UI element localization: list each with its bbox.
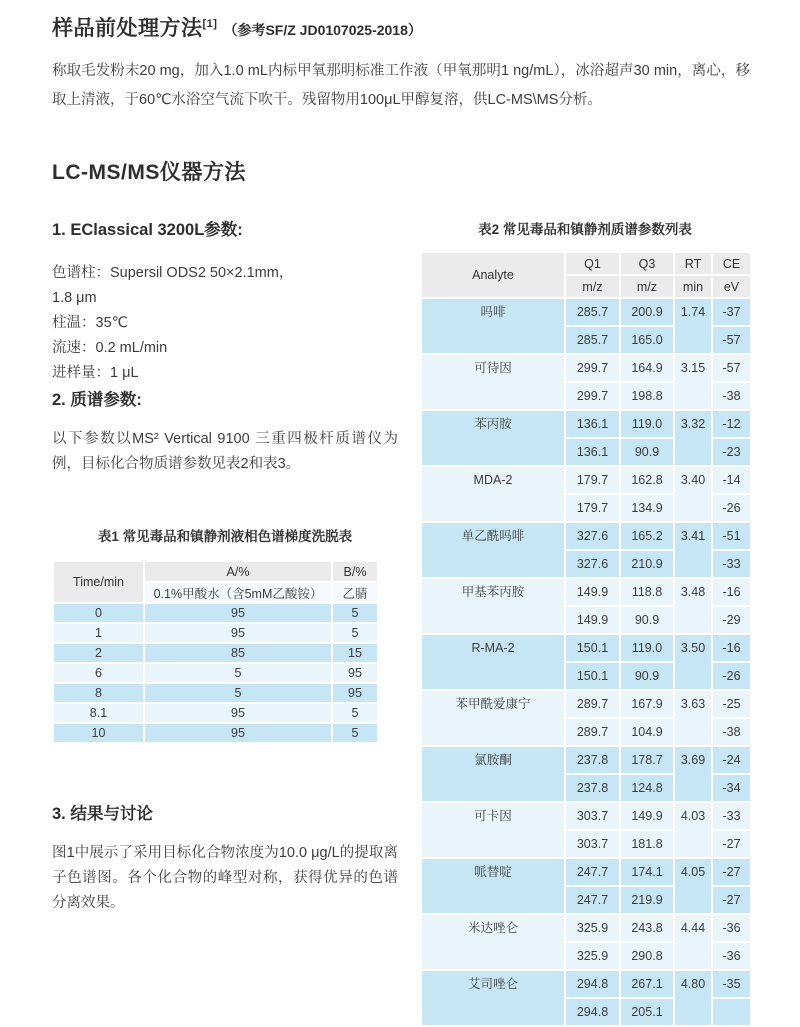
- table-cell: 5: [332, 723, 378, 743]
- table-cell: 164.9: [620, 354, 674, 382]
- gradient-table-body: [53, 603, 378, 743]
- table-row: [421, 410, 751, 438]
- table-cell: 289.7: [565, 718, 620, 746]
- table-cell: -57: [712, 354, 751, 382]
- table-cell: -26: [712, 494, 751, 522]
- table-cell: 294.8: [565, 998, 620, 1026]
- table2-title: 表2 常见毒品和镇静剂质谱参数列表: [478, 222, 692, 237]
- subsection-heading-ms-params: 2. 质谱参数:: [52, 391, 142, 409]
- subsection-heading-results: 3. 结果与讨论: [52, 805, 153, 823]
- gradient-table: [52, 560, 379, 744]
- table-cell: 327.6: [565, 550, 620, 578]
- table-cell: -33: [712, 550, 751, 578]
- table-cell: 3.41: [674, 522, 712, 578]
- table-row: [421, 522, 751, 550]
- col-q1-unit: m/z: [565, 275, 620, 298]
- table-row: [53, 683, 378, 703]
- table-cell: 米达唑仑: [421, 914, 565, 970]
- col-q3: Q3: [620, 252, 674, 275]
- table-cell: -26: [712, 662, 751, 690]
- table-cell: 243.8: [620, 914, 674, 942]
- table-cell: 325.9: [565, 942, 620, 970]
- table-cell: 1.74: [674, 298, 712, 354]
- table-cell: 85: [144, 643, 332, 663]
- table-cell: 甲基苯丙胺: [421, 578, 565, 634]
- table-cell: 4.80: [674, 970, 712, 1026]
- table-cell: 149.9: [565, 606, 620, 634]
- title-superscript: [1]: [202, 18, 218, 30]
- hplc-param-list: [52, 261, 398, 386]
- table-cell: R-MA-2: [421, 634, 565, 690]
- table-cell: 8: [53, 683, 144, 703]
- table-cell: 95: [332, 663, 378, 683]
- table-row: [53, 663, 378, 683]
- table-cell: 267.1: [620, 970, 674, 998]
- table-cell: 4.05: [674, 858, 712, 914]
- table-cell: 10: [53, 723, 144, 743]
- table-cell: 294.8: [565, 970, 620, 998]
- table-row: [421, 802, 751, 830]
- hplc-param-line: 1.8 μm: [52, 290, 97, 306]
- col-ce: CE: [712, 252, 751, 275]
- table-cell: 205.1: [620, 998, 674, 1026]
- table-cell: -35: [712, 970, 751, 998]
- hplc-param-line: 色谱柱：Supersil ODS2 50×2.1mm，: [52, 265, 294, 281]
- col-analyte: Analyte: [421, 252, 565, 298]
- table-cell: -23: [712, 438, 751, 466]
- table-cell: 327.6: [565, 522, 620, 550]
- table-cell: 134.9: [620, 494, 674, 522]
- table-cell: 162.8: [620, 466, 674, 494]
- left-column: [52, 216, 398, 1027]
- table-cell: 90.9: [620, 662, 674, 690]
- table-cell: [712, 998, 751, 1026]
- col-a: A/%: [144, 561, 332, 582]
- table-cell: 90.9: [620, 438, 674, 466]
- table-row: [421, 914, 751, 942]
- table-cell: 104.9: [620, 718, 674, 746]
- table-cell: 178.7: [620, 746, 674, 774]
- table-row: [421, 858, 751, 886]
- two-column-layout: [52, 216, 750, 1027]
- table-row: [53, 723, 378, 743]
- table-cell: -36: [712, 942, 751, 970]
- table-cell: 299.7: [565, 382, 620, 410]
- col-q3-unit: m/z: [620, 275, 674, 298]
- table-cell: -27: [712, 886, 751, 914]
- table-cell: 179.7: [565, 494, 620, 522]
- table-cell: 174.1: [620, 858, 674, 886]
- table-cell: 136.1: [565, 438, 620, 466]
- table-row: [421, 354, 751, 382]
- table-cell: 苯丙胺: [421, 410, 565, 466]
- table-cell: 5: [332, 703, 378, 723]
- table-cell: -27: [712, 858, 751, 886]
- table-row: [53, 643, 378, 663]
- ms-params-paragraph: 以下参数以MS² Vertical 9100 三重四极杆质谱仪为例，目标化合物质谱参数见表2和表3。: [52, 431, 398, 472]
- table-cell: 哌替啶: [421, 858, 565, 914]
- ms-params-table-header: [421, 252, 751, 298]
- table-cell: 3.48: [674, 578, 712, 634]
- table-cell: 124.8: [620, 774, 674, 802]
- table-cell: -16: [712, 578, 751, 606]
- table-cell: 237.8: [565, 746, 620, 774]
- table-cell: 200.9: [620, 298, 674, 326]
- gradient-table-header: [53, 561, 378, 603]
- results-paragraph: 图1中展示了采用目标化合物浓度为10.0 μg/L的提取离子色谱图。各个化合物的峰型对称，获得优异的色谱分离效果。: [52, 845, 398, 911]
- intro-paragraph: 称取毛发粉末20 mg，加入1.0 mL内标甲氧那明标准工作液（甲氧那明1 ng/mL），冰浴超声30 min，离心，移取上清液，于60℃水浴空气流下吹干。残留物用100μL甲醇复溶，供LC-MS\MS分析。: [52, 63, 750, 108]
- col-a-sublabel: 0.1%甲酸水（含5mM乙酸铵）: [144, 582, 332, 603]
- table-cell: 2: [53, 643, 144, 663]
- title-text: 样品前处理方法: [52, 17, 203, 40]
- table-cell: 8.1: [53, 703, 144, 723]
- table-cell: 95: [144, 703, 332, 723]
- hplc-param-line: 进样量：1 μL: [52, 365, 139, 381]
- table-cell: 247.7: [565, 886, 620, 914]
- table-cell: -33: [712, 802, 751, 830]
- table-cell: 150.1: [565, 662, 620, 690]
- table-cell: 165.0: [620, 326, 674, 354]
- table-cell: 290.8: [620, 942, 674, 970]
- table-cell: 15: [332, 643, 378, 663]
- table-cell: 149.9: [565, 578, 620, 606]
- table-cell: 90.9: [620, 606, 674, 634]
- table-cell: -38: [712, 718, 751, 746]
- subsection-heading-hplc-params: 1. EClassical 3200L参数:: [52, 221, 243, 239]
- hplc-param-line: 柱温：35℃: [52, 315, 128, 331]
- gradient-table-block: [52, 525, 398, 744]
- table-cell: -36: [712, 914, 751, 942]
- table-cell: 150.1: [565, 634, 620, 662]
- table-cell: 可卡因: [421, 802, 565, 858]
- table-cell: 95: [144, 623, 332, 643]
- table-cell: -29: [712, 606, 751, 634]
- table-cell: 3.32: [674, 410, 712, 466]
- table-row: [421, 578, 751, 606]
- table-row: [53, 561, 378, 582]
- col-b-sublabel: 乙腈: [332, 582, 378, 603]
- table-cell: -38: [712, 382, 751, 410]
- ms-params-table: [420, 251, 752, 1027]
- col-time: Time/min: [53, 561, 144, 603]
- table-cell: 0: [53, 603, 144, 623]
- table-cell: 118.8: [620, 578, 674, 606]
- table-row: [53, 603, 378, 623]
- table-cell: 179.7: [565, 466, 620, 494]
- hplc-param-line: 流速：0.2 mL/min: [52, 340, 168, 356]
- table-cell: 219.9: [620, 886, 674, 914]
- col-ce-unit: eV: [712, 275, 751, 298]
- table-cell: 285.7: [565, 326, 620, 354]
- table-cell: 247.7: [565, 858, 620, 886]
- table-cell: 苯甲酰爱康宁: [421, 690, 565, 746]
- table-cell: 6: [53, 663, 144, 683]
- table-cell: 95: [332, 683, 378, 703]
- table-cell: 285.7: [565, 298, 620, 326]
- table-cell: 吗啡: [421, 298, 565, 354]
- table-cell: -12: [712, 410, 751, 438]
- table-row: [53, 623, 378, 643]
- table-cell: 5: [144, 663, 332, 683]
- table-cell: -51: [712, 522, 751, 550]
- table-cell: 167.9: [620, 690, 674, 718]
- table-cell: 5: [332, 623, 378, 643]
- table-cell: 3.63: [674, 690, 712, 746]
- table-cell: 3.15: [674, 354, 712, 410]
- table-cell: 氯胺酮: [421, 746, 565, 802]
- table-cell: 136.1: [565, 410, 620, 438]
- table-cell: 325.9: [565, 914, 620, 942]
- table-row: [421, 252, 751, 275]
- table-cell: 3.40: [674, 466, 712, 522]
- table-cell: 95: [144, 723, 332, 743]
- table-cell: 3.50: [674, 634, 712, 690]
- table-cell: -37: [712, 298, 751, 326]
- col-rt-unit: min: [674, 275, 712, 298]
- table-cell: 303.7: [565, 802, 620, 830]
- table-cell: -25: [712, 690, 751, 718]
- table-cell: 299.7: [565, 354, 620, 382]
- table-row: [421, 298, 751, 326]
- table-cell: 5: [144, 683, 332, 703]
- table-cell: 149.9: [620, 802, 674, 830]
- table-cell: -34: [712, 774, 751, 802]
- table-cell: -14: [712, 466, 751, 494]
- table-cell: -27: [712, 830, 751, 858]
- title-reference: （参考SF/Z JD0107025-2018）: [223, 22, 422, 38]
- table-cell: 119.0: [620, 634, 674, 662]
- table-row: [421, 690, 751, 718]
- table-row: [421, 466, 751, 494]
- table-cell: 119.0: [620, 410, 674, 438]
- table-row: [421, 634, 751, 662]
- section-heading-instrument-method: LC-MS/MS仪器方法: [52, 161, 246, 184]
- table-cell: MDA-2: [421, 466, 565, 522]
- ms-params-table-body: [421, 298, 751, 1026]
- table-cell: 5: [332, 603, 378, 623]
- table-cell: -57: [712, 326, 751, 354]
- table-row: [421, 970, 751, 998]
- table-cell: 237.8: [565, 774, 620, 802]
- table-cell: 4.03: [674, 802, 712, 858]
- table-cell: 165.2: [620, 522, 674, 550]
- table-cell: 95: [144, 603, 332, 623]
- table-cell: 单乙酰吗啡: [421, 522, 565, 578]
- table-cell: 198.8: [620, 382, 674, 410]
- table-cell: 4.44: [674, 914, 712, 970]
- table-cell: 303.7: [565, 830, 620, 858]
- table-row: [53, 703, 378, 723]
- table-cell: 艾司唑仑: [421, 970, 565, 1026]
- table-cell: 可待因: [421, 354, 565, 410]
- table-row: [421, 746, 751, 774]
- table1-title: 表1 常见毒品和镇静剂液相色谱梯度洗脱表: [97, 529, 353, 544]
- table-cell: -24: [712, 746, 751, 774]
- table-cell: 3.69: [674, 746, 712, 802]
- col-b: B/%: [332, 561, 378, 582]
- table-cell: 289.7: [565, 690, 620, 718]
- table-cell: 1: [53, 623, 144, 643]
- table-cell: -16: [712, 634, 751, 662]
- col-q1: Q1: [565, 252, 620, 275]
- table-cell: 210.9: [620, 550, 674, 578]
- table-cell: 181.8: [620, 830, 674, 858]
- col-rt: RT: [674, 252, 712, 275]
- page-title: [52, 12, 750, 42]
- right-column: [420, 216, 750, 1027]
